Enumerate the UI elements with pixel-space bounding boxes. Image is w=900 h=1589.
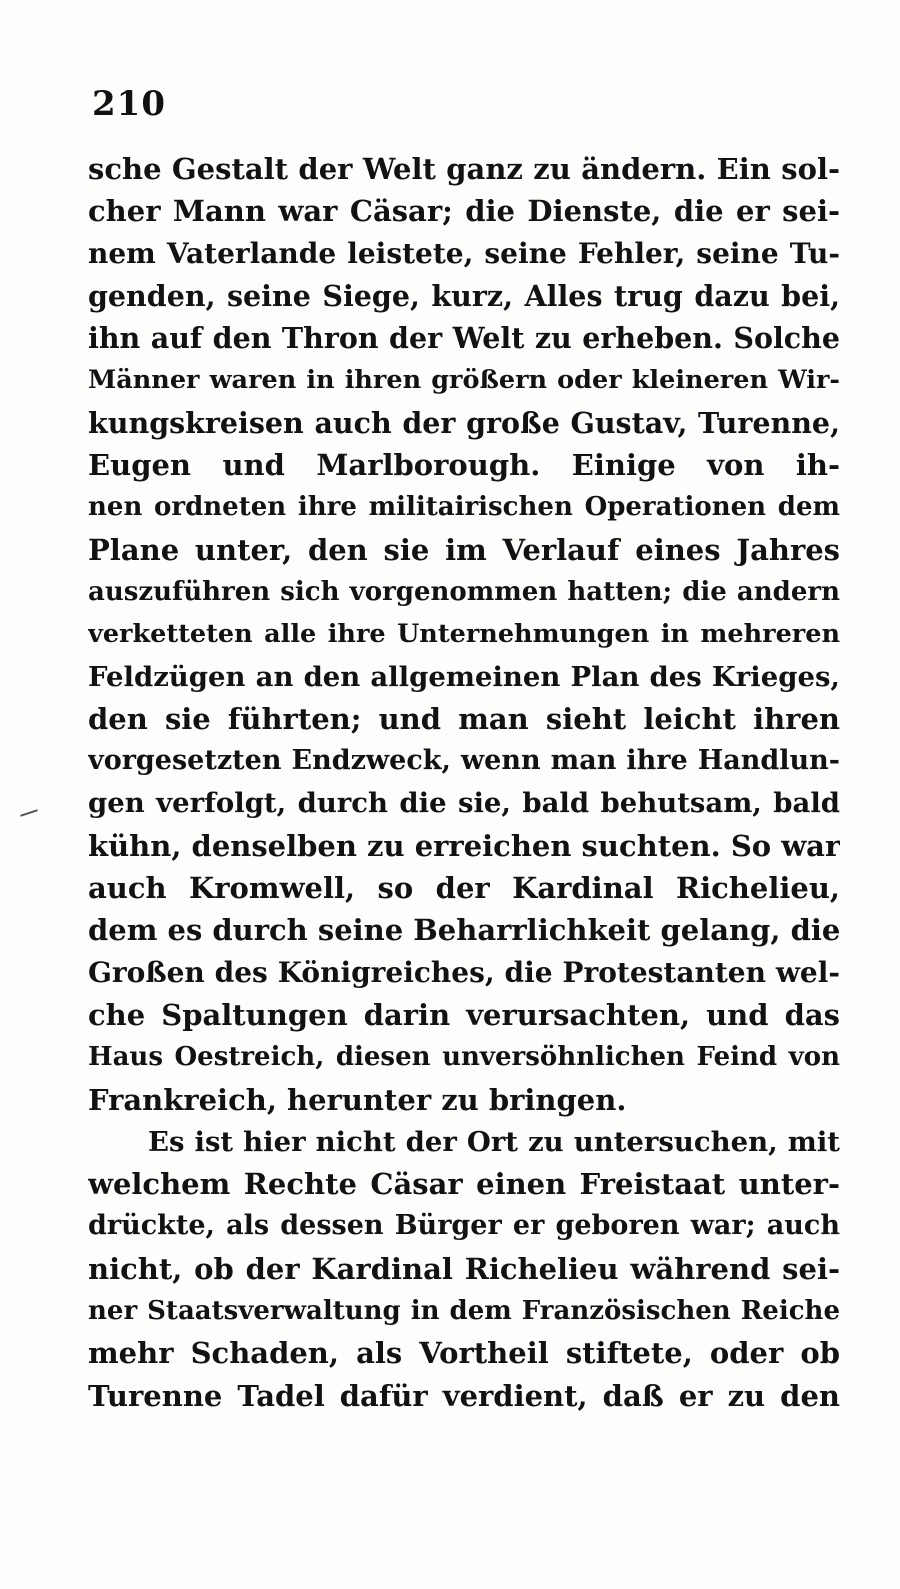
text-line: gen verfolgt, durch die sie, bald behutsam, bald xyxy=(88,787,840,820)
text-line: nicht, ob der Kardinal Richelieu während sei- xyxy=(88,1251,840,1286)
text-line: ihn auf den Thron der Welt zu erheben. Solche xyxy=(88,321,840,356)
text-line: nen ordneten ihre militairischen Operationen dem xyxy=(88,492,840,523)
text-line: Eugen und Marlborough. Einige von ih- xyxy=(88,448,840,483)
text-line: auszuführen sich vorgenommen hatten; die andern xyxy=(88,576,840,607)
paragraph-end-line: Frankreich, herunter zu bringen. xyxy=(88,1082,627,1117)
text-line: mehr Schaden, als Vortheil stiftete, oder ob xyxy=(88,1336,840,1371)
page-number: 210 xyxy=(92,84,166,124)
text-line: che Spaltungen darin verursachten, und das xyxy=(88,997,840,1032)
text-line: kungskreisen auch der große Gustav, Turenne, xyxy=(88,405,840,440)
text-line: Feldzügen an den allgemeinen Plan des Krieges, xyxy=(88,660,840,693)
text-line: nem Vaterlande leistete, seine Fehler, seine Tu- xyxy=(88,236,840,270)
text-line: genden, seine Siege, kurz, Alles trug dazu bei, xyxy=(88,278,840,313)
body-text xyxy=(88,148,840,1417)
text-line: dem es durch seine Beharrlichkeit gelang, die xyxy=(88,913,840,948)
text-line: Männer waren in ihren größern oder kleineren Wir- xyxy=(88,365,840,396)
text-line: Plane unter, den sie im Verlauf eines Jahres xyxy=(88,532,840,567)
text-line: Großen des Königreiches, die Protestanten wel- xyxy=(88,955,840,989)
text-line: ner Staatsverwaltung in dem Französischen Reiche xyxy=(88,1296,840,1327)
text-line: cher Mann war Cäsar; die Dienste, die er sei- xyxy=(88,194,840,229)
text-line: drückte, als dessen Bürger er geboren war; auch xyxy=(88,1210,840,1242)
text-line: auch Kromwell, so der Kardinal Richelieu, xyxy=(88,871,840,906)
text-line: welchem Rechte Cäsar einen Freistaat unter- xyxy=(88,1167,840,1202)
text-line: sche Gestalt der Welt ganz zu ändern. Ein sol- xyxy=(88,152,840,186)
text-line: den sie führten; und man sieht leicht ihren xyxy=(88,701,840,736)
text-line: vorgesetzten Endzweck, wenn man ihre Handlun- xyxy=(88,745,840,777)
margin-mark xyxy=(20,809,38,816)
text-line: Haus Oestreich, diesen unversöhnlichen Feind von xyxy=(88,1042,840,1073)
paragraph-start-line: Es ist hier nicht der Ort zu untersuchen, mit xyxy=(148,1125,840,1158)
text-line: kühn, denselben zu erreichen suchten. So war xyxy=(88,828,840,863)
text-line: verketteten alle ihre Unternehmungen in mehreren xyxy=(88,619,840,650)
text-line: Turenne Tadel dafür verdient, daß er zu den xyxy=(88,1378,840,1413)
